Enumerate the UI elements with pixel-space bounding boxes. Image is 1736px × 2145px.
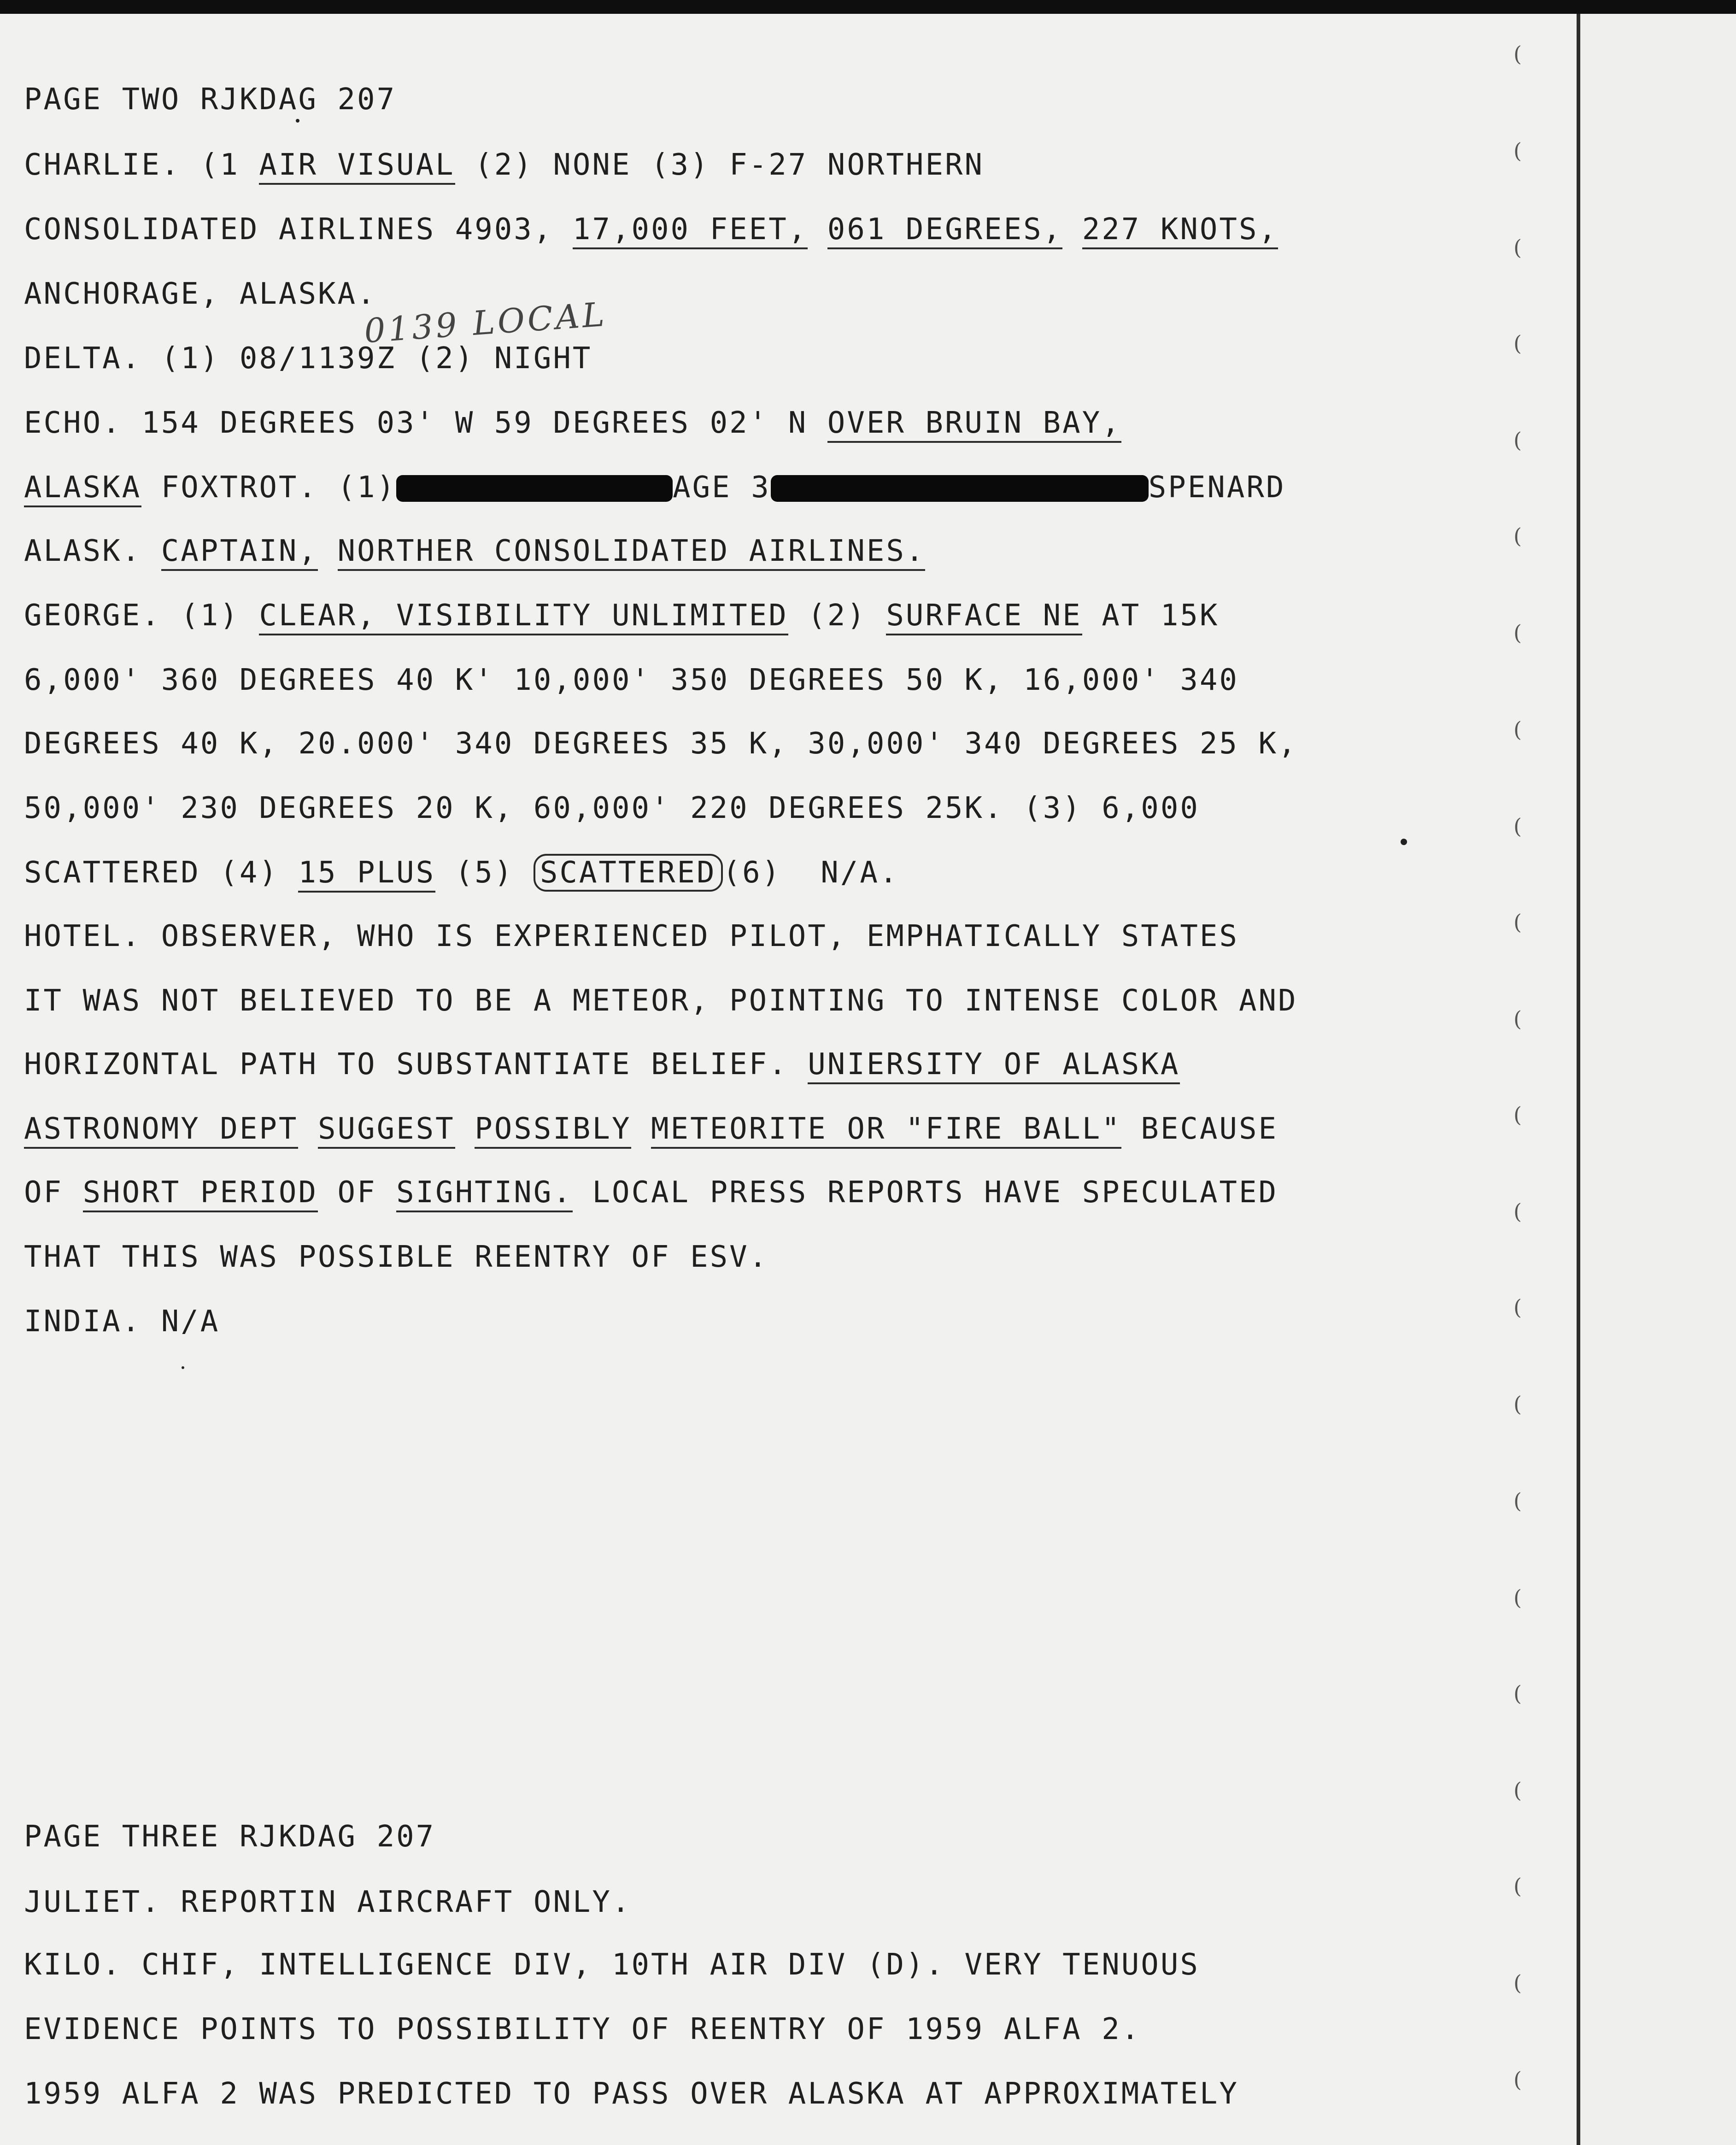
page-margin: [1577, 14, 1736, 2145]
margin-mark: (: [1513, 428, 1522, 453]
margin-mark: (: [1513, 910, 1522, 934]
possibly-underlined: POSSIBLY: [475, 1112, 631, 1149]
heading-underlined: 061 DEGREES,: [827, 212, 1062, 249]
consolidated-line: [24, 213, 1278, 246]
plus-underlined: 15 PLUS: [298, 856, 435, 893]
charlie-prefix: CHARLIE. (1: [24, 148, 259, 182]
foxtrot-line: [24, 471, 1285, 504]
george-prefix: GEORGE. (1): [24, 599, 259, 633]
short-period-underlined: SHORT PERIOD: [83, 1175, 318, 1212]
visibility-underlined: CLEAR, VISIBILITY UNLIMITED: [259, 599, 788, 635]
margin-mark: (: [1513, 1970, 1522, 1995]
space: [631, 1112, 651, 1146]
speck: [1401, 839, 1407, 845]
space: [298, 1112, 318, 1146]
kilo-line-2: EVIDENCE POINTS TO POSSIBILITY OF REENTRY OF 1959 ALFA 2.: [24, 2012, 1141, 2046]
margin-mark: (: [1513, 331, 1522, 356]
hotel-5-of: OF: [24, 1175, 83, 1210]
margin-mark: (: [1513, 1681, 1522, 1706]
margin-mark: (: [1513, 138, 1522, 163]
suggest-underlined: SUGGEST: [318, 1112, 455, 1149]
margin-mark: (: [1513, 523, 1522, 548]
document-page: [0, 14, 1577, 2145]
hotel-line-2: IT WAS NOT BELIEVED TO BE A METEOR, POINTING TO INTENSE COLOR AND: [24, 984, 1298, 1018]
hotel-5-of2: OF: [317, 1175, 397, 1210]
airline-underlined: NORTHER CONSOLIDATED AIRLINES.: [338, 534, 926, 571]
echo-prefix: ECHO. 154 DEGREES 03' W 59 DEGREES 02' N: [24, 406, 827, 440]
bruin-bay-underlined: OVER BRUIN BAY,: [827, 406, 1121, 443]
university-underlined: UNIERSITY OF ALASKA: [808, 1047, 1180, 1084]
consolidated-prefix: CONSOLIDATED AIRLINES 4903,: [24, 212, 573, 247]
kilo-line-1: KILO. CHIF, INTELLIGENCE DIV, 10TH AIR DIV (D). VERY TENUOUS: [24, 1948, 1200, 1982]
hotel-line-1: HOTEL. OBSERVER, WHO IS EXPERIENCED PILOT, EMPHATICALLY STATES: [24, 919, 1239, 953]
space: [455, 1112, 475, 1146]
speck: [296, 119, 299, 123]
margin-mark: (: [1513, 1585, 1522, 1610]
hotel-3-prefix: HORIZONTAL PATH TO SUBSTANTIATE BELIEF.: [24, 1047, 808, 1081]
scattered-prefix: SCATTERED (4): [24, 856, 299, 890]
winds-line-1: 6,000' 360 DEGREES 40 K' 10,000' 350 DEGREES 50 K, 16,000' 340: [24, 663, 1239, 697]
margin-mark: (: [1513, 620, 1522, 645]
hotel-5-end: LOCAL PRESS REPORTS HAVE SPECULATED: [572, 1175, 1278, 1210]
margin-mark: (: [1513, 1778, 1522, 1803]
hotel-line-3: [24, 1048, 1180, 1081]
alask-prefix: ALASK.: [24, 534, 161, 568]
surface-underlined: SURFACE NE: [886, 599, 1082, 635]
hotel-line-5: [24, 1176, 1278, 1209]
george-line: [24, 599, 1219, 632]
redaction-bar: [396, 475, 673, 502]
juliet-line: JULIET. REPORTIN AIRCRAFT ONLY.: [24, 1885, 632, 1919]
george-end: AT 15K: [1082, 599, 1220, 633]
margin-mark: (: [1513, 1392, 1522, 1416]
margin-mark: (: [1513, 235, 1522, 260]
sighting-underlined: SIGHTING.: [396, 1175, 573, 1212]
margin-mark: (: [1513, 1102, 1522, 1127]
winds-line-2: DEGREES 40 K, 20.000' 340 DEGREES 35 K, 30,000' 340 DEGREES 25 K,: [24, 727, 1298, 761]
charlie-rest: (2) NONE (3) F-27 NORTHERN: [455, 148, 985, 182]
winds-line-3: 50,000' 230 DEGREES 20 K, 60,000' 220 DEGREES 25K. (3) 6,000: [24, 791, 1200, 825]
alask-space: [318, 534, 338, 568]
margin-mark: (: [1513, 41, 1522, 66]
margin-mark: (: [1513, 1199, 1522, 1224]
hotel-line-4: [24, 1112, 1278, 1146]
astronomy-underlined: ASTRONOMY DEPT: [24, 1112, 298, 1149]
hotel-4-end: BECAUSE: [1121, 1112, 1278, 1146]
margin-mark: (: [1513, 1006, 1522, 1031]
margin-mark: (: [1513, 1295, 1522, 1320]
scattered-line: [24, 856, 899, 889]
page-edge-line: [1577, 14, 1580, 2145]
redaction-bar: [771, 475, 1149, 502]
margin-mark: (: [1513, 2067, 1522, 2092]
page-two-header: PAGE TWO RJKDAG 207: [24, 82, 397, 117]
margin-mark: (: [1513, 717, 1522, 742]
scattered-end: (6) N/A.: [722, 856, 899, 890]
speed-underlined: 227 KNOTS,: [1082, 212, 1278, 249]
captain-underlined: CAPTAIN,: [161, 534, 318, 571]
altitude-underlined: 17,000 FEET,: [573, 212, 808, 249]
margin-mark: (: [1513, 1488, 1522, 1513]
scattered-mid: (5): [435, 856, 534, 890]
handwritten-note: 0139 LOCAL: [363, 294, 609, 351]
delta-line: DELTA. (1) 08/1139Z (2) NIGHT: [24, 341, 592, 376]
air-visual-underlined: AIR VISUAL: [259, 148, 455, 185]
hotel-line-6: THAT THIS WAS POSSIBLE REENTRY OF ESV.: [24, 1240, 769, 1274]
meteorite-underlined: METEORITE OR "FIRE BALL": [651, 1112, 1121, 1149]
kilo-line-3: 1959 ALFA 2 WAS PREDICTED TO PASS OVER ALASKA AT APPROXIMATELY: [24, 2077, 1239, 2111]
margin-mark: (: [1513, 1874, 1522, 1898]
foxtrot-end: SPENARD: [1148, 470, 1286, 505]
alaska-underlined: ALASKA: [24, 470, 141, 507]
foxtrot-mid: FOXTROT. (1): [141, 470, 397, 505]
margin-mark: (: [1513, 814, 1522, 839]
anchorage-line: ANCHORAGE, ALASKA.: [24, 277, 377, 311]
george-mid: (2): [788, 599, 886, 633]
india-line: INDIA. N/A: [24, 1305, 220, 1339]
scattered-circled: SCATTERED: [534, 854, 723, 892]
echo-line: [24, 406, 1121, 440]
page-three-header: PAGE THREE RJKDAG 207: [24, 1820, 436, 1854]
speck: [182, 1366, 184, 1369]
alask-captain-line: [24, 535, 925, 568]
charlie-line: [24, 148, 984, 182]
foxtrot-age: AGE 3: [673, 470, 771, 505]
